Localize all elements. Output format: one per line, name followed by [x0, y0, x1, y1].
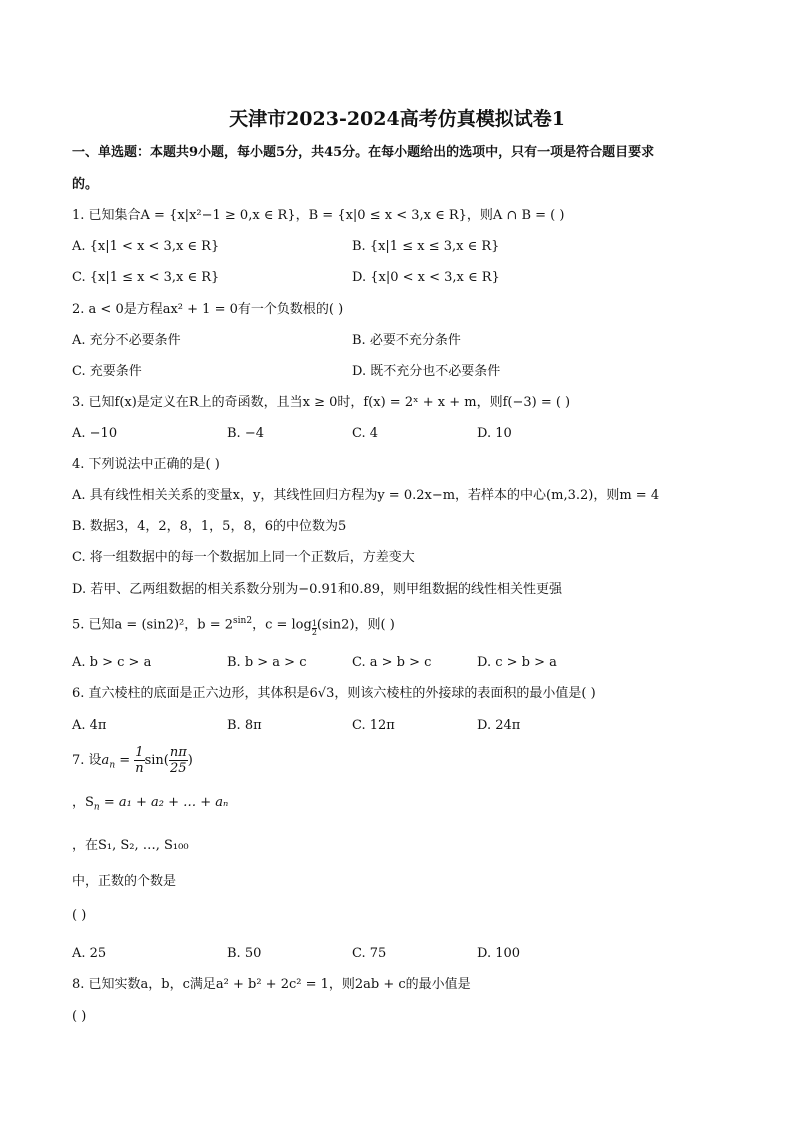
q5-option-c: C. a > b > c — [352, 655, 432, 670]
q1-stem: 1. 已知集合A = {x|x²−1 ≥ 0,x ∈ R}，B = {x|0 ≤ x < 3,x ∈ R}，则A ∩ B = ( ) — [72, 208, 565, 223]
q1-option-a: A. {x|1 < x < 3,x ∈ R} — [72, 239, 220, 254]
q5-option-b: B. b > a > c — [227, 655, 307, 670]
q3-option-c: C. 4 — [352, 426, 379, 441]
q6-option-d: D. 24π — [477, 718, 521, 733]
q7-line5: ( ) — [72, 908, 87, 923]
q4-option-d: D. 若甲、乙两组数据的相关系数分别为−0.91和0.89，则甲组数据的线性相关性更强 — [72, 582, 563, 597]
q6-option-b: B. 8π — [227, 718, 262, 733]
q4-option-b: B. 数据3，4，2，8，1，5，8，6的中位数为5 — [72, 519, 347, 534]
q7-stem — [72, 745, 193, 776]
q3-option-a: A. −10 — [72, 426, 118, 441]
q7-close: ) — [187, 753, 193, 768]
q1-option-d: D. {x|0 < x < 3,x ∈ R} — [352, 270, 500, 285]
q8-paren: ( ) — [72, 1009, 87, 1024]
q5-exponent: sin2 — [233, 616, 253, 626]
q4-option-a: A. 具有线性相关关系的变量x，y，其线性回归方程为y = 0.2x−m，若样本的中心(m,3.2)，则m = 4 — [72, 488, 660, 503]
q5-option-d: D. c > b > a — [477, 655, 557, 670]
q6-option-c: C. 12π — [352, 718, 395, 733]
q7-line2-sub: n — [93, 802, 100, 813]
q7-frac2-num: nπ — [169, 745, 187, 760]
q4-stem: 4. 下列说法中正确的是( ) — [72, 457, 220, 472]
q7-frac1-num: 1 — [135, 745, 144, 760]
q5-stem-pre: 5. 已知a = (sin2)²，b = 2 — [72, 617, 234, 633]
q7-line3: ，在S₁, S₂, …, S₁₀₀ — [72, 838, 189, 853]
q7-frac1 — [134, 745, 144, 776]
q5-stem-mid: ，c = log — [252, 617, 312, 633]
q7-option-a: A. 25 — [72, 946, 107, 961]
q5-stem — [72, 612, 395, 637]
q1-option-c: C. {x|1 ≤ x < 3,x ∈ R} — [72, 270, 220, 285]
page-title: 天津市2023-2024高考仿真模拟试卷1 — [229, 108, 565, 130]
q6-stem: 6. 直六棱柱的底面是正六边形，其体积是6√3，则该六棱柱的外接球的表面积的最小值是( ) — [72, 686, 596, 701]
q2-stem: 2. a < 0是方程ax² + 1 = 0有一个负数根的( ) — [72, 302, 344, 317]
q7-frac2 — [169, 745, 188, 776]
q7-lhs: a — [101, 753, 110, 768]
section-heading-cont: 的。 — [72, 177, 99, 192]
q7-frac1-den: n — [135, 761, 144, 776]
q7-line4: 中，正数的个数是 — [72, 874, 177, 889]
q7-pre: 7. 设 — [72, 753, 102, 768]
q7-option-c: C. 75 — [352, 946, 387, 961]
q7-frac2-den: 25 — [170, 761, 187, 776]
q3-stem: 3. 已知f(x)是定义在R上的奇函数，且当x ≥ 0时，f(x) = 2ˣ + x + m，则f(−3) = ( ) — [72, 395, 571, 410]
q3-option-b: B. −4 — [227, 426, 264, 441]
q2-option-d: D. 既不充分也不必要条件 — [352, 364, 501, 379]
q7-line2-rest: = a₁ + a₂ + … + aₙ — [99, 795, 229, 810]
q7-option-d: D. 100 — [477, 946, 521, 961]
q1-option-b: B. {x|1 ≤ x ≤ 3,x ∈ R} — [352, 239, 500, 254]
q7-option-b: B. 50 — [227, 946, 262, 961]
q7-eq: = — [115, 753, 135, 768]
q4-option-c: C. 将一组数据中的每一个数据加上同一个正数后，方差变大 — [72, 550, 415, 565]
q7-line2-pre: ，S — [72, 795, 94, 810]
q5-stem-post: (sin2)，则( ) — [316, 617, 395, 633]
q5-log-base-den: 2 — [311, 628, 317, 638]
q2-option-b: B. 必要不充分条件 — [352, 333, 461, 348]
q5-option-a: A. b > c > a — [72, 655, 152, 670]
q6-option-a: A. 4π — [72, 718, 107, 733]
q5-log-base-num: 1 — [311, 619, 317, 629]
q7-sin: sin( — [144, 753, 169, 768]
q3-option-d: D. 10 — [477, 426, 512, 441]
section-heading: 一、单选题：本题共9小题，每小题5分，共45分。在每小题给出的选项中，只有一项是符合题目要求 — [72, 145, 655, 160]
q7-lhs-sub: n — [109, 760, 116, 771]
q2-option-a: A. 充分不必要条件 — [72, 333, 181, 348]
q2-option-c: C. 充要条件 — [72, 364, 142, 379]
q8-stem: 8. 已知实数a，b，c满足a² + b² + 2c² = 1，则2ab + c的最小值是 — [72, 977, 471, 992]
q7-line2 — [72, 794, 228, 817]
